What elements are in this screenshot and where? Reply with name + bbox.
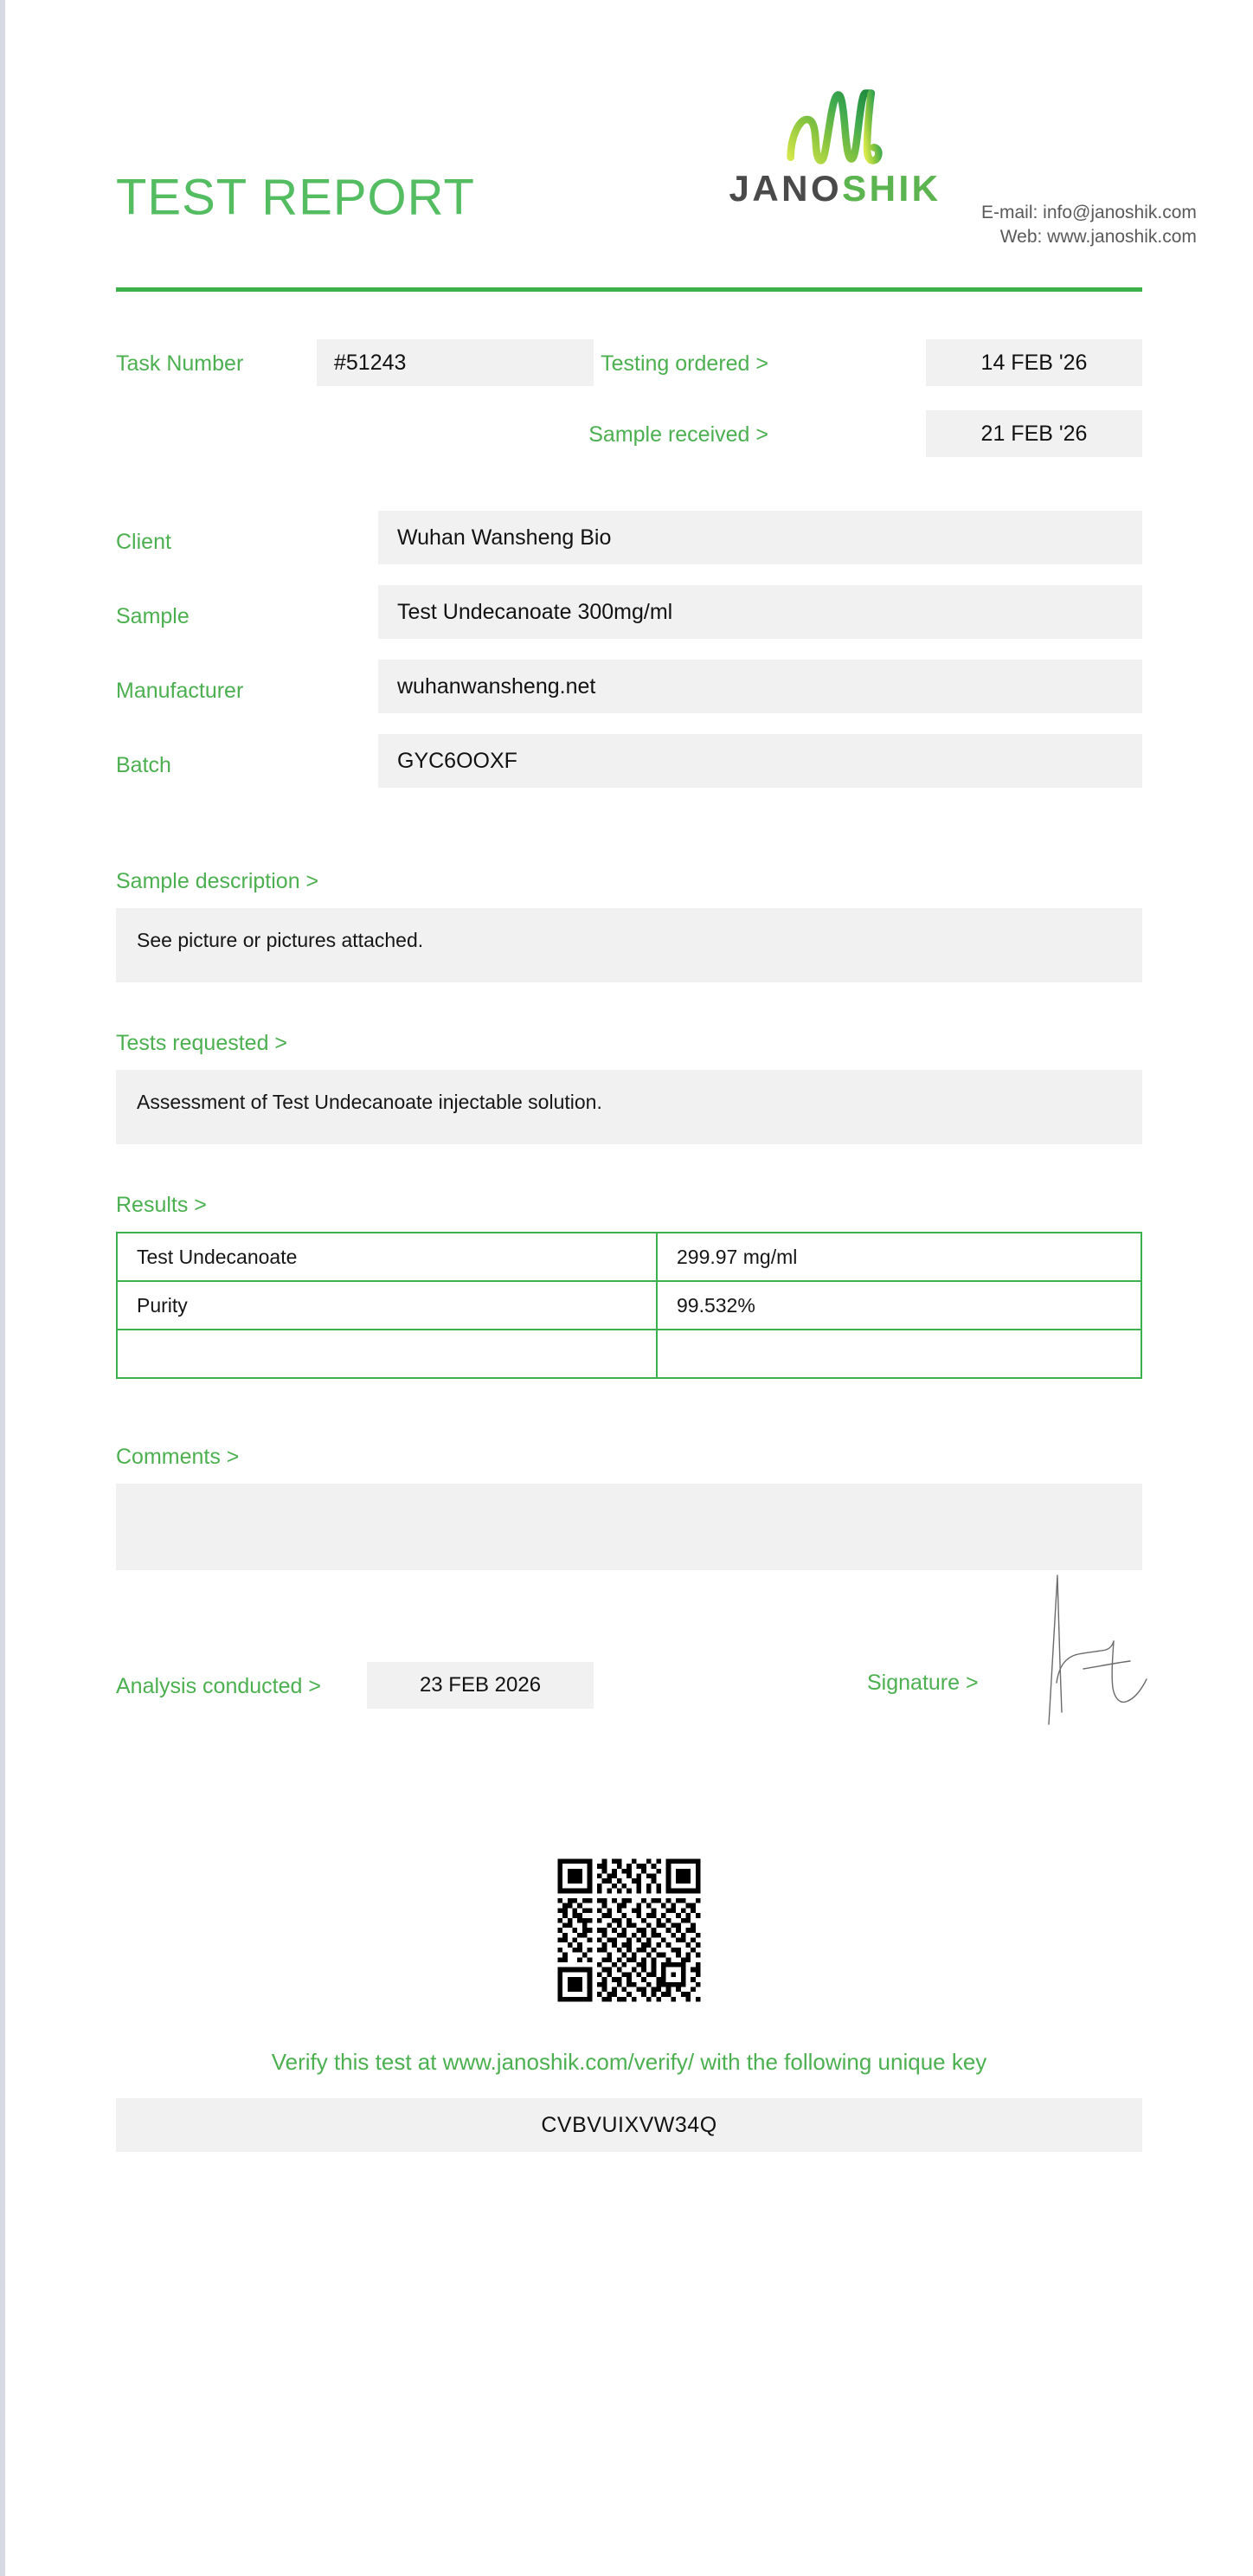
table-row — [117, 1281, 1141, 1330]
sample-description-text: See picture or pictures attached. — [137, 929, 424, 951]
brand-wordmark-green: SHIK — [842, 168, 941, 209]
info-row-manufacturer — [116, 660, 1142, 734]
qr-section — [116, 1849, 1142, 2016]
sample-description-box — [116, 908, 1142, 982]
comments-section — [116, 1445, 1142, 1570]
sample-label: Sample — [116, 604, 190, 628]
sample-description-section — [116, 869, 1142, 982]
janoshik-squiggle-icon — [769, 87, 901, 169]
results-table — [116, 1232, 1142, 1379]
result-value — [657, 1330, 1141, 1378]
unique-key-value: CVBVUIXVW34Q — [541, 2112, 717, 2137]
contact-web: Web: www.janoshik.com — [999, 226, 1197, 247]
analysis-conducted-value: 23 FEB 2026 — [367, 1662, 594, 1709]
tests-requested-heading: Tests requested > — [116, 1031, 288, 1055]
verification-qr-code — [548, 1849, 710, 2012]
analysis-signature-row — [116, 1591, 1142, 1747]
result-value: 299.97 mg/ml — [657, 1233, 1141, 1281]
results-section — [116, 1193, 1142, 1379]
manufacturer-value: wuhanwansheng.net — [378, 660, 1142, 713]
comments-heading: Comments > — [116, 1445, 240, 1469]
info-row-sample — [116, 585, 1142, 660]
task-number-value: #51243 — [317, 339, 594, 386]
sample-received-value: 21 FEB '26 — [926, 410, 1142, 457]
sample-value: Test Undecanoate 300mg/ml — [378, 585, 1142, 639]
result-name: Test Undecanoate — [117, 1233, 657, 1281]
analysis-conducted-label: Analysis conducted > — [116, 1674, 321, 1698]
info-row-client — [116, 511, 1142, 585]
testing-ordered-label: Testing ordered > — [601, 351, 768, 376]
report-header — [116, 0, 1197, 286]
client-value: Wuhan Wansheng Bio — [378, 511, 1142, 564]
brand-logo — [701, 87, 969, 207]
result-name — [117, 1330, 657, 1378]
brand-wordmark-dark: JANO — [729, 168, 843, 209]
results-heading: Results > — [116, 1193, 207, 1217]
table-row — [117, 1330, 1141, 1378]
report-page — [5, 0, 1253, 2576]
sample-description-heading: Sample description > — [116, 869, 319, 893]
unique-key-bar — [116, 2098, 1142, 2152]
table-row — [117, 1233, 1141, 1281]
tests-requested-section — [116, 1031, 1142, 1144]
page-title: TEST REPORT — [116, 169, 475, 226]
header-divider — [116, 287, 1142, 292]
tests-requested-box — [116, 1070, 1142, 1144]
result-value: 99.532% — [657, 1281, 1141, 1330]
signature-image — [1033, 1572, 1154, 1728]
batch-value: GYC6OOXF — [378, 734, 1142, 788]
report-content — [116, 0, 1197, 2152]
client-label: Client — [116, 530, 171, 554]
qr-code-image — [548, 1849, 710, 2012]
brand-wordmark — [701, 168, 969, 209]
comments-box — [116, 1484, 1142, 1570]
batch-label: Batch — [116, 753, 171, 777]
signature-label: Signature > — [867, 1671, 979, 1695]
sample-received-label: Sample received > — [588, 422, 768, 447]
info-row-batch — [116, 734, 1142, 808]
task-number-label: Task Number — [116, 351, 244, 376]
info-block — [116, 511, 1142, 808]
testing-ordered-value: 14 FEB '26 — [926, 339, 1142, 386]
contact-email: E-mail: info@janoshik.com — [981, 203, 1197, 222]
task-and-dates — [116, 339, 1142, 460]
result-name: Purity — [117, 1281, 657, 1330]
tests-requested-text: Assessment of Test Undecanoate injectable solution. — [137, 1091, 602, 1113]
manufacturer-label: Manufacturer — [116, 679, 244, 703]
verify-text: Verify this test at www.janoshik.com/verify/ with the following unique key — [271, 2049, 987, 2075]
contact-info — [981, 201, 1197, 249]
